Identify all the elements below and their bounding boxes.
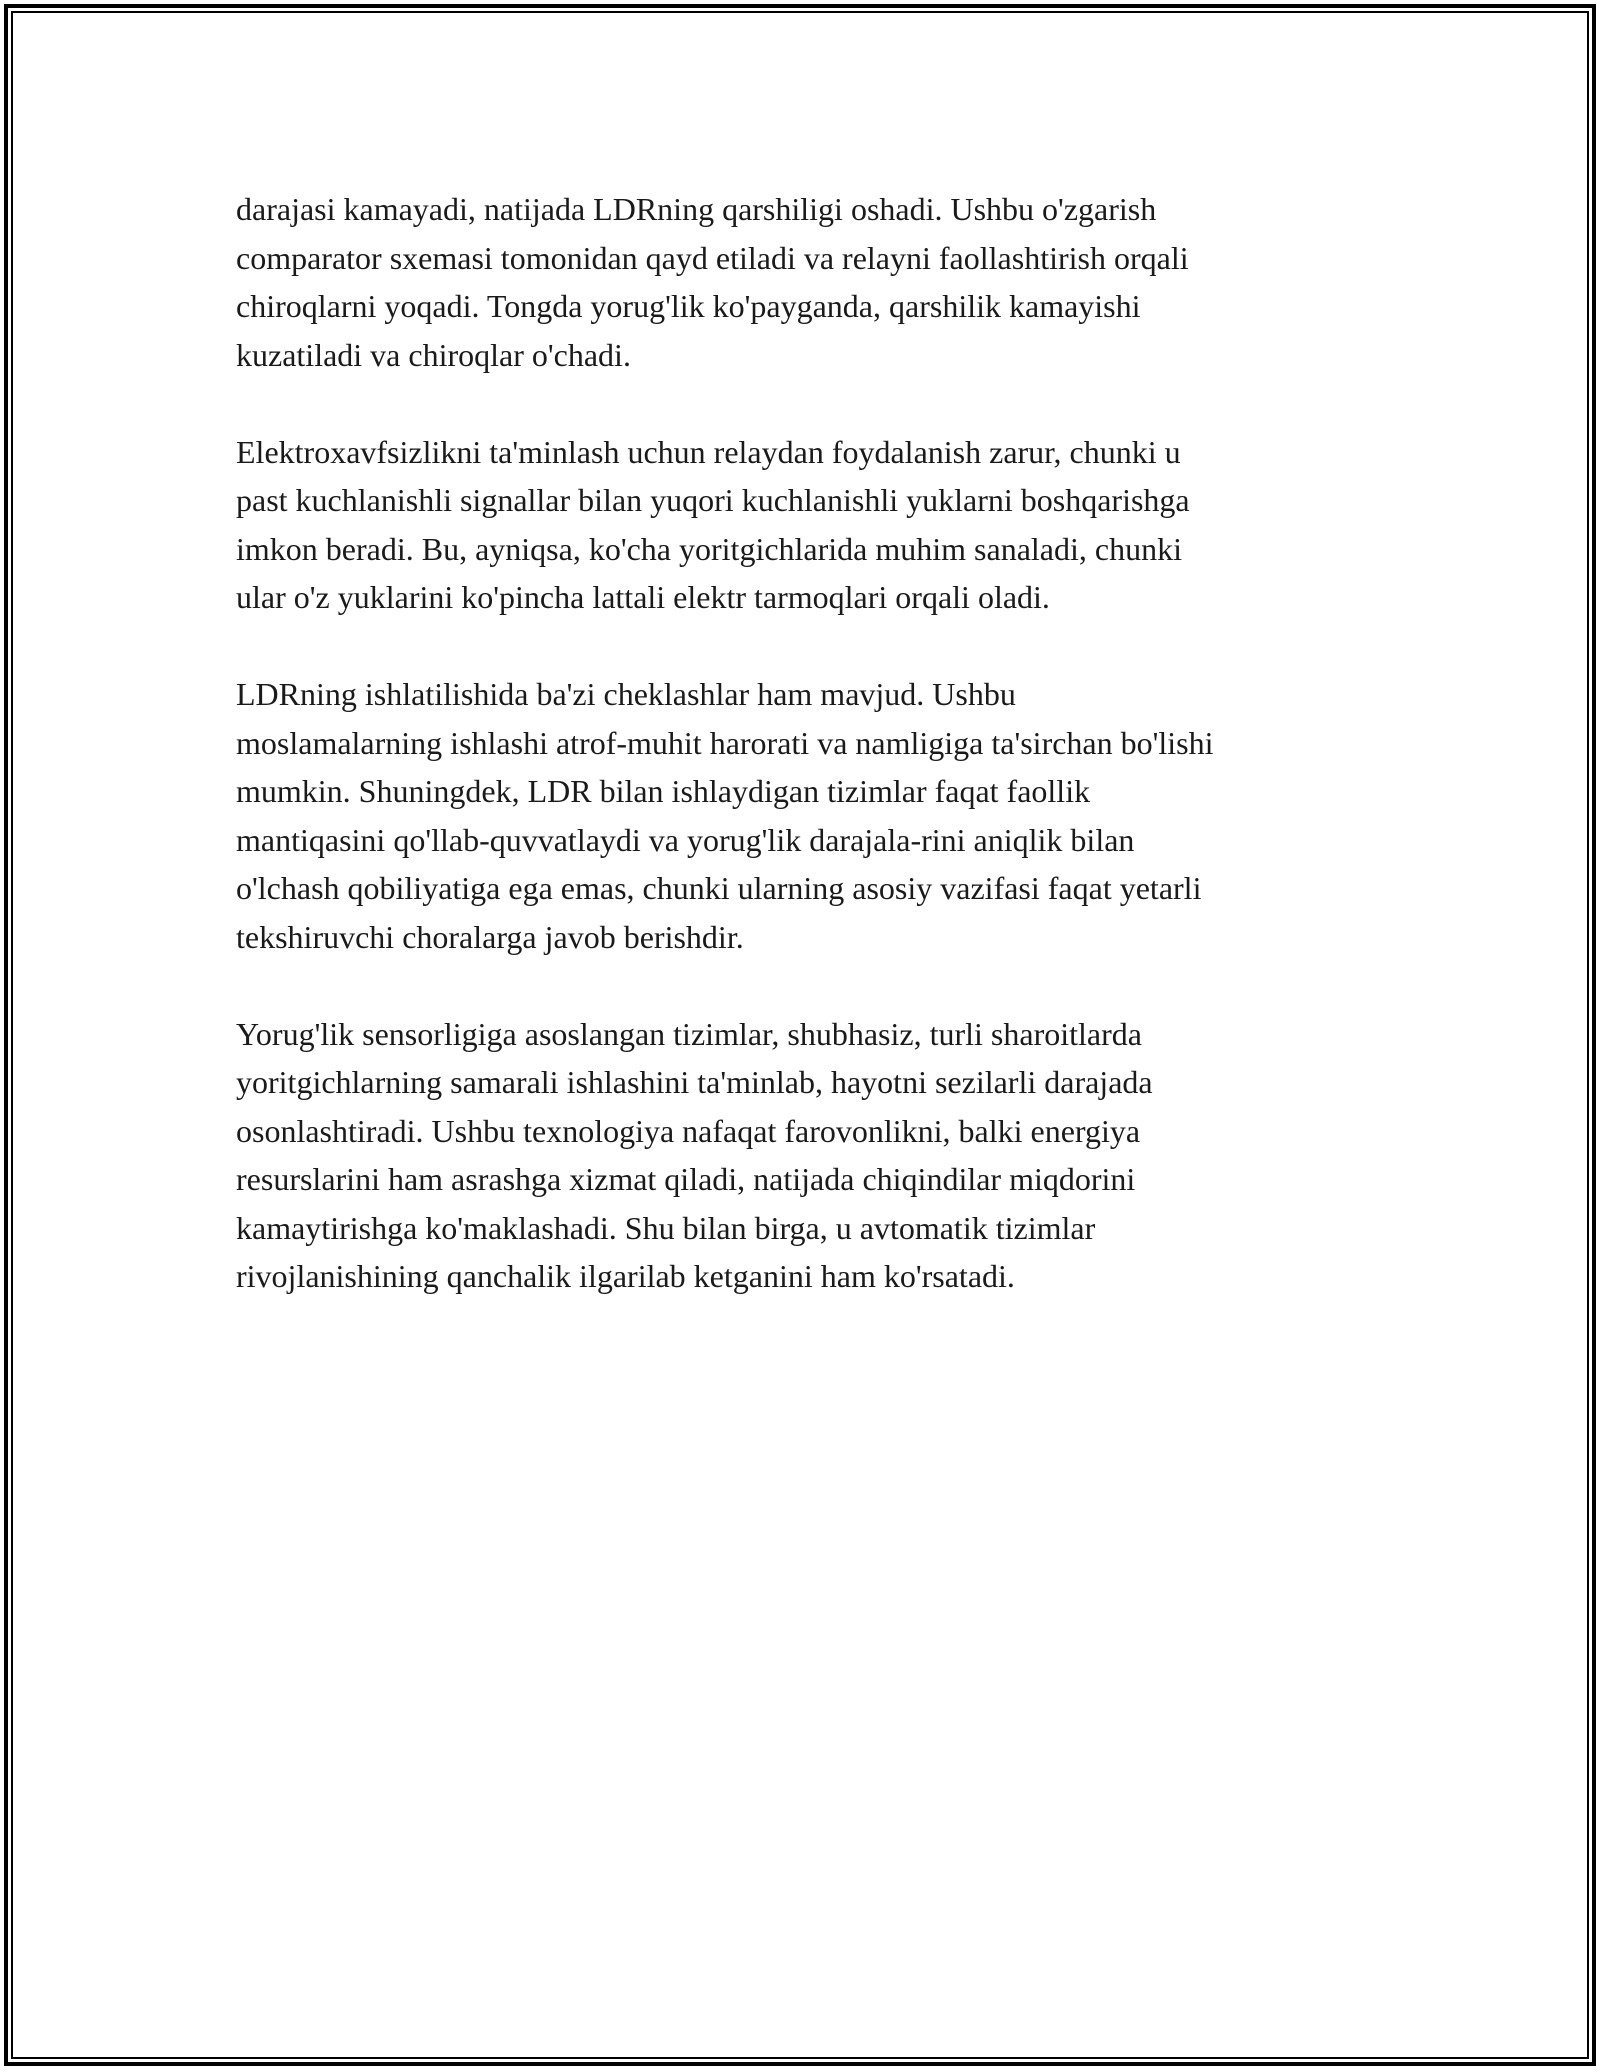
text-line: ular o'z yuklarini ko'pincha lattali elektr tarmoqlari orqali oladi.	[236, 579, 1050, 615]
document-body	[236, 185, 1366, 1349]
text-line: kuzatiladi va chiroqlar o'chadi.	[236, 336, 631, 373]
text-line: chiroqlarni yoqadi. Tongda yorug'lik ko'payganda, qarshilik kamayishi	[236, 288, 1141, 324]
paragraph-2	[236, 428, 1366, 622]
text-line: kamaytirishga ko'maklashadi. Shu bilan birga, u avtomatik tizimlar	[236, 1209, 1096, 1246]
text-line: mumkin. Shuningdek, LDR bilan ishlaydigan tizimlar faqat faollik	[236, 773, 1091, 809]
paragraph-4	[236, 1010, 1366, 1301]
text-line: Yorug'lik sensorligiga asoslangan tizimlar, shubhasiz, turli sharoitlarda	[236, 1015, 1142, 1052]
text-line: past kuchlanishli signallar bilan yuqori kuchlanishli yuklarni boshqarishga	[236, 482, 1190, 518]
text-line: Elektroxavfsizlikni ta'minlash uchun relaydan foydalanish zarur, chunki u	[236, 433, 1181, 470]
text-line: comparator sxemasi tomonidan qayd etiladi va relayni faollashtirish orqali	[236, 239, 1189, 276]
text-line: tekshiruvchi choralarga javob berishdir.	[236, 918, 744, 955]
text-line: mantiqasini qo'llab-quvvatlaydi va yorug'lik darajala-rini aniqlik bilan	[236, 821, 1135, 858]
text-line: moslamalarning ishlashi atrof-muhit harorati va namligiga ta'sirchan bo'lishi	[236, 724, 1214, 761]
text-line: LDRning ishlatilishida ba'zi cheklashlar ham mavjud. Ushbu	[236, 676, 1016, 712]
text-line: yoritgichlarning samarali ishlashini ta'minlab, hayotni sezilarli darajada	[236, 1064, 1153, 1100]
text-line: darajasi kamayadi, natijada LDRning qarshiligi oshadi. Ushbu o'zgarish	[236, 191, 1157, 227]
text-line: o'lchash qobiliyatiga ega emas, chunki ularning asosiy vazifasi faqat yetarli	[236, 870, 1202, 906]
paragraph-3	[236, 670, 1366, 961]
text-line: rivojlanishining qanchalik ilgarilab ketganini ham ko'rsatadi.	[236, 1258, 1015, 1294]
text-line: resurslarini ham asrashga xizmat qiladi, natijada chiqindilar miqdorini	[236, 1161, 1136, 1197]
text-line: osonlashtiradi. Ushbu texnologiya nafaqat farovonlikni, balki energiya	[236, 1112, 1141, 1149]
paragraph-1	[236, 185, 1366, 379]
text-line: imkon beradi. Bu, ayniqsa, ko'cha yoritgichlarida muhim sanaladi, chunki	[236, 530, 1182, 567]
